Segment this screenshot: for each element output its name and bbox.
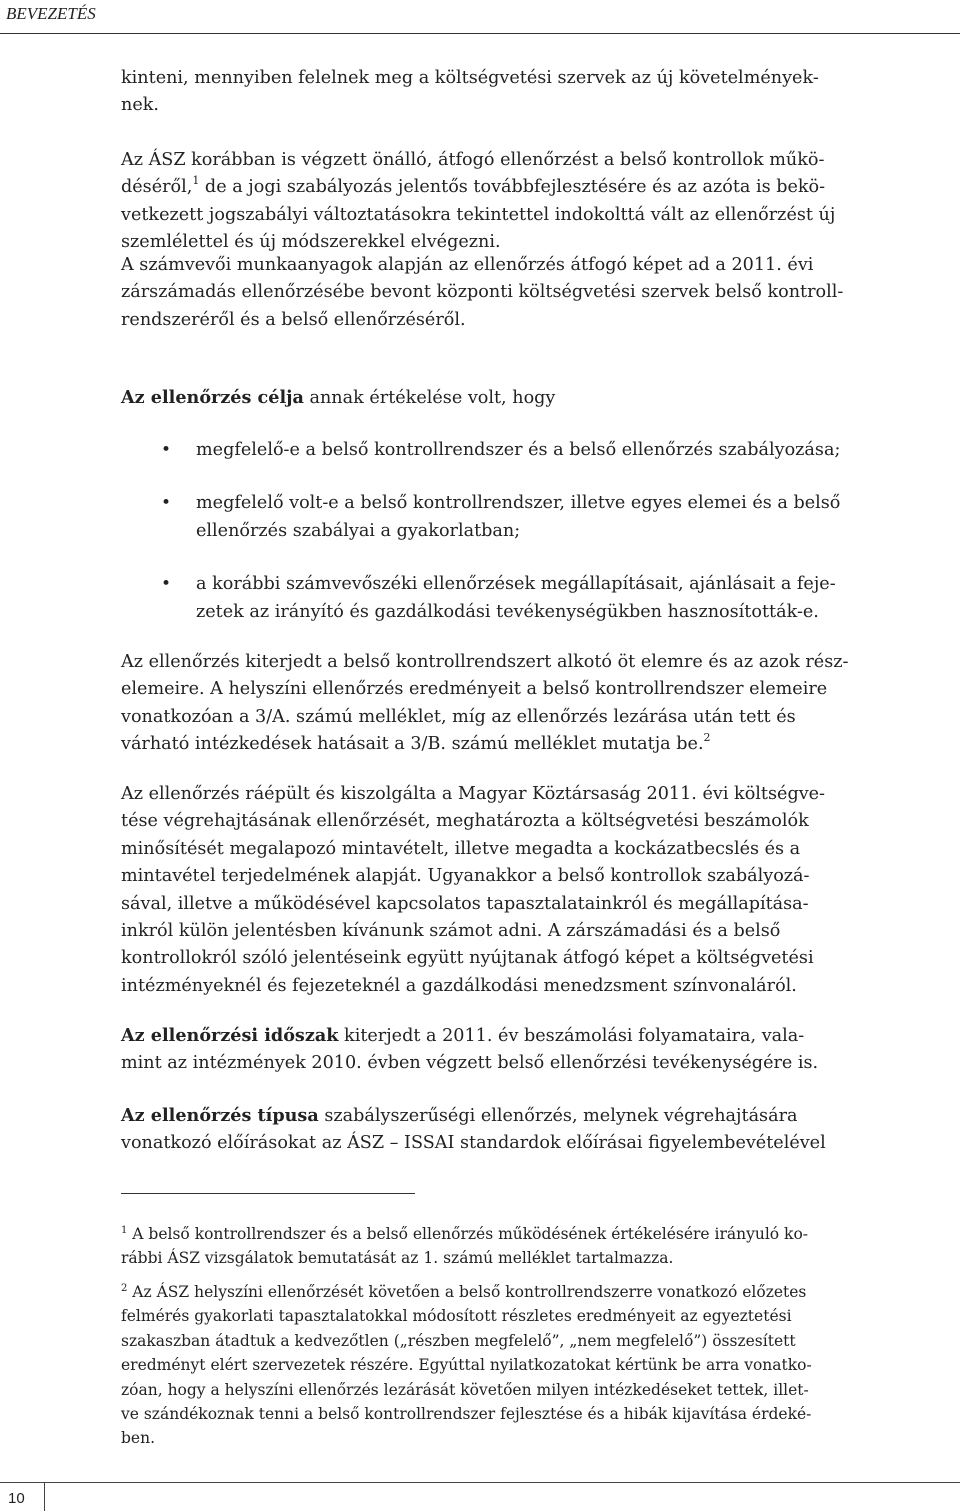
footnote-body: A belső kontrollrendszer és a belső ellenőrzés működésének értékelésére irányuló ko- rábbi ÁSZ vizsgálatok bemutatását az 1. számú melléklet tartalmazza.: [121, 1225, 809, 1268]
page-number: 10: [8, 1490, 25, 1507]
paragraph-text-part: kiterjedt a 2011. év beszámolási folyamataira, vala- mint az intézmények 2010. évben végzett belső ellenőrzési tevékenységére is.: [121, 1026, 819, 1074]
paragraph-text: [121, 1022, 957, 1078]
footnote-body: Az ÁSZ helyszíni ellenőrzését követően a belső kontrollrendszerre vonatkozó előzetes felmérés gyakorlati tapasztalatokkal módosított részletes eredményeit az egyeztetési szakaszban átadtuk a kedvezőtlen („részben megfelelő”, „nem megfelelő”) összesített eredményt elért szervezetek részére. Egyúttal nyilatkozatokat kértünk be arra vonatko- zóan, hogy a helyszíni ellenőrzés lezárását követően milyen intézkedéseket tettek, illet- ve szándékoznak tenni a belső kontrollrendszer fejlesztése és a hibák kijavítása érdeké- ben.: [121, 1283, 812, 1448]
list-item: • a korábbi számvevőszéki ellenőrzések megállapításait, ajánlásait a feje- zetek az irányító és gazdálkodási tevékenységükben hasznosították-e.: [121, 571, 957, 626]
footnote-number: 1: [121, 1225, 128, 1236]
paragraph-text: [121, 384, 957, 412]
period-heading: Az ellenőrzési időszak: [121, 1025, 339, 1046]
paragraph-text: kinteni, mennyiben felelnek meg a költségvetési szervek az új követelmények- nek.: [121, 68, 819, 116]
paragraph-prior-audit: [121, 147, 957, 257]
footer-rule: [44, 1482, 960, 1483]
footnote-separator: [121, 1193, 415, 1194]
paragraph-text: [121, 147, 957, 257]
running-header: BEVEZETÉS: [6, 4, 96, 23]
paragraph-text: [121, 1102, 957, 1158]
footnote-1: [121, 1222, 957, 1271]
paragraph-budget: [121, 781, 957, 1000]
footnote-text: [121, 1222, 957, 1271]
header-rule: [0, 33, 960, 34]
list-item: • megfelelő volt-e a belső kontrollrendszer, illetve egyes elemei és a belső ellenőrzés szabályai a gyakorlatban;: [121, 490, 957, 545]
paragraph-text-part: Az ÁSZ korábban is végzett önálló, átfogó ellenőrzést a belső kontrollok műkö- déséről,: [121, 150, 825, 198]
paragraph-scope: [121, 252, 957, 334]
paragraph-text: A számvevői munkaanyagok alapján az ellenőrzés átfogó képet ad a 2011. évi zárszámadás ellenőrzésébe bevont központi költségvetési szervek belső kontroll- rendszeréről és a belső ellenőrzéséről.: [121, 255, 844, 330]
bullet-list: [121, 437, 957, 626]
footnote-2: [121, 1280, 957, 1451]
paragraph-text-part: de a jogi szabályozás jelentős továbbfejlesztésére és az azóta is bekö- vetkezett jogszabályi változtatásokra tekintettel indokolttá vált az ellenőrzést új szemlélettel és új módszerekkel elvégezni.: [121, 177, 836, 253]
list-item: • megfelelő-e a belső kontrollrendszer és a belső ellenőrzés szabályozása;: [121, 437, 957, 464]
paragraph-type: [121, 1102, 957, 1158]
type-heading: Az ellenőrzés típusa: [121, 1105, 319, 1126]
paragraph-text-part: annak értékelése volt, hogy: [303, 388, 556, 408]
paragraph-goal: [121, 384, 957, 412]
footnote-ref-1[interactable]: 1: [192, 174, 200, 188]
paragraph-text: [121, 649, 957, 759]
paragraph-text-part: szabályszerűségi ellenőrzés, melynek végrehajtására vonatkozó előírásokat az ÁSZ – ISSAI standardok előírásai figyelembevételével: [121, 1106, 826, 1154]
paragraph-intro-continuation: [121, 65, 957, 120]
footnote-ref-2[interactable]: 2: [703, 731, 711, 745]
footnote-text: [121, 1280, 957, 1451]
goal-heading: Az ellenőrzés célja: [121, 387, 304, 408]
paragraph-text: Az ellenőrzés ráépült és kiszolgálta a Magyar Köztársaság 2011. évi költségve- tése végrehajtásának ellenőrzését, meghatározta a költségvetési beszámolók minősítését megalapozó mintavételt, illetve megadta a kockázatbecslés és a mintavétel terjedelmének alapját. Ugyanakkor a belső kontrollok szabályozá- sával, illetve a működésével kapcsolatos tapasztalatainkról és megállapítása- inkról külön jelentésben kívánunk számot adni. A zárszámadási és a belső kontrollokról szóló jelentéseink együtt nyújtanak átfogó képet a költségvetési intézményeknél és fejezeteknél a gazdálkodási menedzsment színvonaláról.: [121, 784, 825, 996]
footnote-number: 2: [121, 1283, 128, 1294]
goal-bullet-list: [121, 437, 957, 626]
paragraph-period: [121, 1022, 957, 1078]
paragraph-text-part: Az ellenőrzés kiterjedt a belső kontrollrendszert alkotó öt elemre és az azok rész- elemeire. A helyszíni ellenőrzés eredményeit a belső kontrollrendszer elemeire vonatkozóan a 3/A. számú melléklet, míg az ellenőrzés lezárása után tett és várható intézkedések hatásait a 3/B. számú melléklet mutatja be.: [121, 652, 849, 755]
paragraph-elements: [121, 649, 957, 759]
